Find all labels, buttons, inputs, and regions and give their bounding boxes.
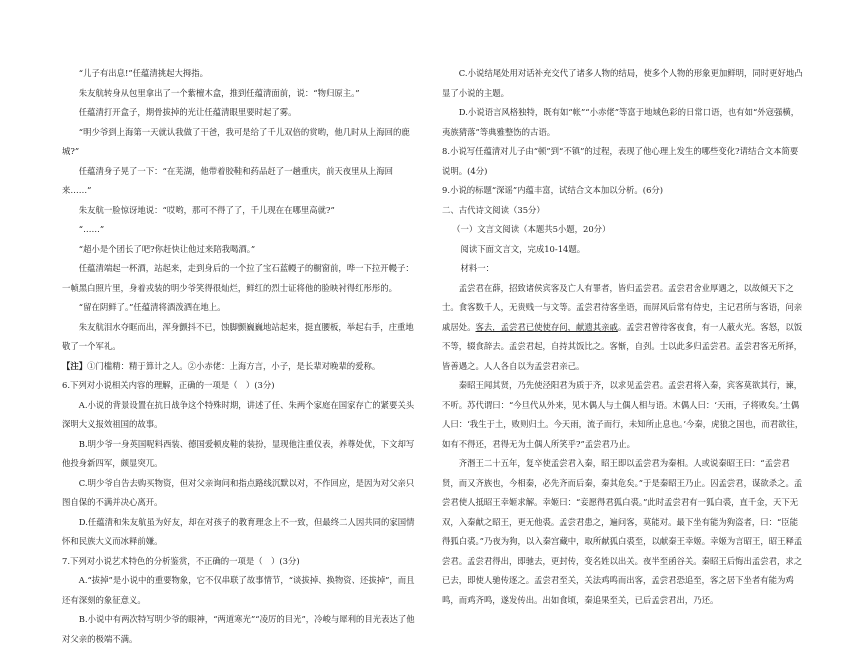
question-7: 7.下列对小说艺术特色的分析鉴赏，不正确的一项是（ ）(3分) (62, 555, 300, 566)
paragraph: 任蕴清身子晃了一下：“在芜湖，他带着胶鞋和药品赶了一趟重庆，前天夜里从上海回来……” (62, 165, 393, 195)
subsection-heading: （一）文言文阅读（本题共5小题，20分） (452, 224, 611, 234)
paragraph: “留在阴鲜了。”任蕴清将酒泼洒在地上。 (78, 302, 226, 312)
instructions: 阅读下面文言文，完成10-14题。 (460, 243, 586, 254)
option-6d: D.任蕴清和朱友航虽为好友，却在对孩子的教育理念上不一致，但最终二人因共同的家国情怀和民族大义而冰释前嫌。 (62, 516, 415, 546)
passage-text: 。孟尝君曾待客夜食，有一人蔽火光。客怒，以饭不等，辍食辞去。孟尝君起，自持其饭比之。客惭，自刭。士以此多归孟尝君。孟尝君客无所择，皆善遇之。人人各自以为孟尝君亲己。 (442, 321, 803, 371)
paragraph: 任蕴清打开盒子，期骨拔掉的光让任蕴清眼里要时起了雾。 (78, 107, 297, 117)
passage-text: 孟尝君在薛，招致诸侯宾客及亡人有罪者，皆归孟尝君。孟尝君舍业厚遇之，以故倾天下之士。食客数千人，无贵贱一与文等。孟尝君待客坐语，而屏风后常有侍史，主记君所与客语，问亲戚居处。 (442, 282, 803, 332)
paragraph: “……” (78, 224, 105, 234)
question-8: 8.小说写任蕴清对儿子由“顿”到“不镇”的过程，表现了他心理上发生的哪些变化?请结合文本简要说明。(4分) (442, 146, 799, 176)
note-text: ①门槛精：精于算计之人。②小赤佬：上海方言，小子，是长辈对晚辈的爱称。 (87, 360, 381, 371)
question-9: 9.小说的标题“深谣”内蕴丰富，试结合文本加以分析。(6分) (442, 185, 664, 195)
material-label: 材料一： (460, 263, 494, 273)
option-7a: A.“拔掉”是小说中的重要物象，它不仅串联了故事情节，“谈拔掉、换物资、还拔掉”，而且还有深刻的象征意义。 (62, 575, 415, 605)
section-heading: 二、古代诗文阅读（35分） (442, 204, 545, 215)
paragraph: 任蕴清端起一杯酒，站起来，走到身后的一个拉了宝石蓝幔子的橱窗前，哗一下拉开幔子：一帧黑白照片里，身着戎装的明少爷笑得很灿烂，鲜红的烈士证将他的脸映衬得红彤彤的。 (62, 263, 414, 293)
option-6a: A.小说的背景设置在抗日战争这个特殊时期，讲述了任、朱两个家庭在国家存亡的紧要关头深明大义报效祖国的故事。 (62, 399, 415, 429)
paragraph: “明少爷到上海第一天就认我做了干爸，我可是给了千儿双倍的赏哟，他几时从上海回的鹿城?” (62, 126, 410, 156)
underlined-sentence: 客去，孟尝君已使使存问，献遗其亲戚 (475, 321, 618, 332)
paragraph: “儿子有出息!”任蕴清挑起大拇指。 (78, 68, 208, 78)
classical-paragraph (442, 279, 804, 377)
option-6b: B.明少爷一身英国呢料西装、德国爱顿皮鞋的装扮，显现他注重仪表，养尊处优，下文却写他投身新四军，颇显突兀。 (62, 438, 415, 468)
note-label: 【注】 (62, 360, 88, 371)
annotation-note (62, 357, 416, 377)
option-7d: D.小说语言风格独特，既有如“帐”“小赤佬”等富于地域色彩的日常口语，也有如“外寇强横，夷族猜落”等典雅整饬的古语。 (442, 107, 800, 137)
option-7c: C.小说结尾处用对话补充交代了诸多人物的结局，使多个人物的形象更加鲜明，同时更好地凸显了小说的主题。 (442, 68, 803, 98)
paragraph: 朱友航一脸惊讶地说：“哎哟，那可不得了了，千儿现在在哪里高就?” (78, 204, 335, 215)
option-6c: C.明少爷自告去购买物资，但对父亲询问和指点路线沉默以对，不作回应，是因为对父亲只图自保的不满并决心离开。 (62, 477, 415, 507)
classical-paragraph: 齐湣王二十五年，复卒使孟尝君入秦，昭王即以孟尝君为秦相。人或说秦昭王曰：“孟尝君贤，而又齐族也，今相秦，必先齐而后秦，秦其危矣。”于是秦昭王乃止。囚孟尝君，谋欲杀之。孟尝君使人抵昭王幸姬求解。幸姬曰：“妾愿得君狐白裘。”此时孟尝君有一狐白裘，直千金，天下无双，入秦献之昭王，更无他裘。孟尝君患之，遍问客，莫能对。最下坐有能为狗盗者，曰：“臣能得狐白裘。”乃夜为狗，以入秦宫藏中，取所献狐白裘至，以献秦王幸姬。幸姬为言昭王，昭王释孟尝君。孟尝君得出，即驰去，更封传，变名姓以出关。夜半至函谷关。秦昭王后悔出孟尝君，求之已去，即使人驰传逐之。孟尝君至关，关法鸡鸣而出客，孟尝君恐追至，客之居下坐者有能为鸡鸣，而鸡齐鸣，遂发传出。出如食顷，秦追果至关，已后孟尝君出，乃还。 (442, 458, 803, 605)
right-column (442, 64, 804, 610)
question-6: 6.下列对小说相关内容的理解，正确的一项是（ ）(3分) (62, 380, 275, 390)
paragraph: 朱友航泪水夺眶而出，浑身颤抖不已，蚀脚颤巍巍地站起来，挺直腰板，举起右手，庄重地敬了一个军礼。 (62, 321, 414, 351)
option-7b: B.小说中有两次特写明少爷的眼神，“两道寒光”“凌厉的目光”，冷峻与犀利的目光表达了他对父亲的极端不满。 (62, 614, 415, 644)
paragraph: “超小是个团长了吧?你赶快让他过来陪我喝酒。” (78, 243, 256, 254)
left-column (62, 64, 416, 649)
paragraph: 朱友航转身从包里拿出了一个紫檀木盒，推到任蕴清面前，说：“物归原主。” (78, 87, 360, 98)
classical-paragraph: 秦昭王闻其贤，乃先使泾阳君为质于齐，以求见孟尝君。孟尝君将入秦，宾客莫欲其行，谏，不听。苏代谓曰：“今旦代从外来，见木偶人与土偶人相与语。木偶人曰：‘天雨，子将败矣。’土偶人曰：‘我生于土，败则归土。今天雨，流子而行，未知所止息也。’今秦，虎狼之国也，而君欲往，如有不得还，君得无为土偶人所笑乎?”孟尝君乃止。 (442, 380, 804, 449)
